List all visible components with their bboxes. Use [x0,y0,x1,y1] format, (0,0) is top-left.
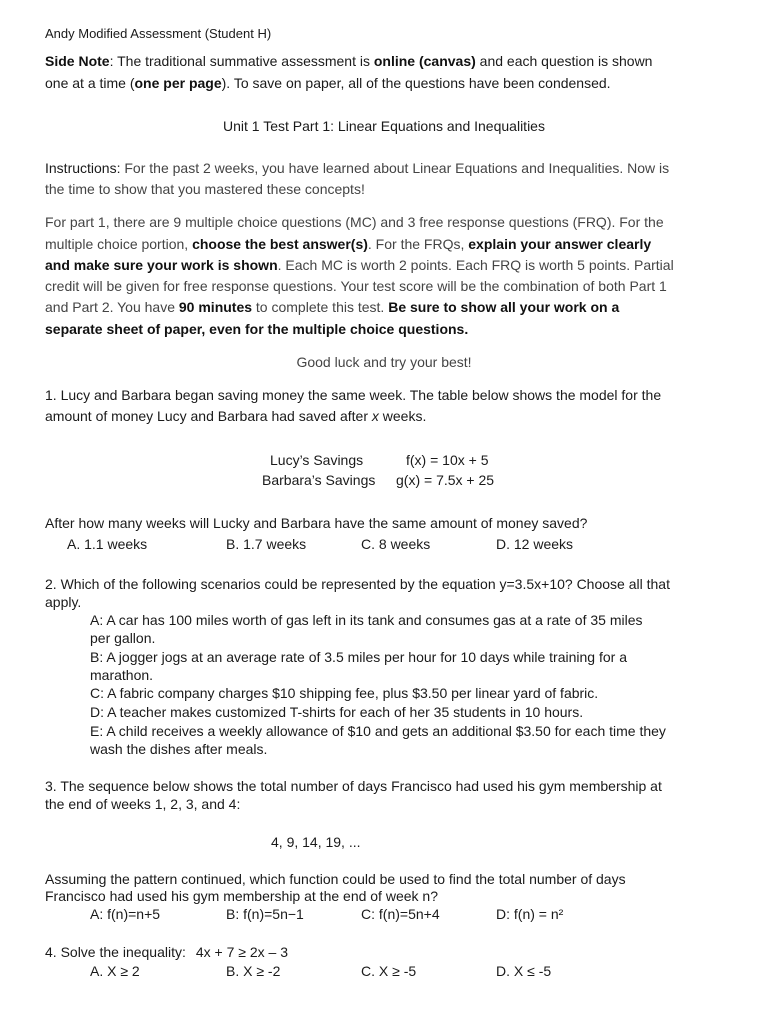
q3-sequence: 4, 9, 14, 19, ... [271,834,361,850]
part1-bold: explain your answer clearly [468,236,652,252]
q1-barbara-label: Barbara’s Savings [262,472,376,488]
q2-option-a-line-1: A: A car has 100 miles worth of gas left in its tank and consumes gas at a rate of 35 miles [90,612,643,628]
part1-bold: 90 minutes [178,299,253,315]
q3-choice-b: B: f(n)=5n−1 [226,906,304,922]
q4-line-1 [45,945,288,959]
part1-text: . For the FRQs, [367,236,469,252]
q4-choice-b: B. X ≥ -2 [226,963,281,979]
side-note-text: ). To save on paper, all of the questions have been condensed. [221,75,611,91]
q1-choice-b: B. 1.7 weeks [226,536,307,552]
side-note-text: and each question is shown [475,53,653,69]
good-luck: Good luck and try your best! [296,354,472,370]
part1-bold: Be sure to show all your work on a [388,299,620,315]
part1-bold: choose the best answer(s) [192,236,368,252]
part1-line-6 [45,322,468,336]
q3-choice-c: C: f(n)=5n+4 [361,906,440,922]
q2-option-d: D: A teacher makes customized T-shirts for each of her 35 students in 10 hours. [90,704,584,720]
side-note-text: : The traditional summative assessment is [109,53,374,69]
q2-line-2: apply. [45,594,82,610]
q4-prompt: 4. Solve the inequality: [45,944,186,960]
q1-barbara-equation: g(x) = 7.5x + 25 [396,472,495,488]
q1-line-1: 1. Lucy and Barbara began saving money the same week. The table below shows the model for the [45,387,662,403]
side-note-online: online (canvas) [373,53,476,69]
part1-line-5 [45,300,619,314]
q1-lucy-equation: f(x) = 10x + 5 [406,452,489,468]
q1-lucy-label: Lucy’s Savings [270,452,364,468]
q4-choice-d: D. X ≤ -5 [496,963,552,979]
q1-choice-c: C. 8 weeks [361,536,431,552]
q1-variable: x [371,408,379,424]
q4-choice-a: A. X ≥ 2 [90,963,140,979]
q3-line-2: the end of weeks 1, 2, 3, and 4: [45,796,241,812]
part1-text: and Part 2. You have [45,299,179,315]
q1-text: weeks. [378,408,427,424]
part1-text: multiple choice portion, [45,236,193,252]
part1-line-3 [45,258,674,272]
part1-text: . Each MC is worth 2 points. Each FRQ is worth 5 points. Partial [277,257,674,273]
side-note-line-2 [45,76,611,90]
side-note-label: Side Note [45,53,110,69]
instructions-line-2: the time to show that you mastered these concepts! [45,181,365,197]
q4-choice-c: C. X ≥ -5 [361,963,417,979]
q2-option-b-line-1: B: A jogger jogs at an average rate of 3.5 miles per hour for 10 days while training for a [90,649,627,665]
instructions-line-1 [45,161,669,175]
q1-text: amount of money Lucy and Barbara had saved after [45,408,372,424]
q3-choice-d: D: f(n) = n² [496,906,564,922]
side-note-text: one at a time ( [45,75,135,91]
q3-line-1: 3. The sequence below shows the total number of days Francisco had used his gym membership at [45,778,662,794]
q1-choice-a: A. 1.1 weeks [67,536,148,552]
q2-option-b-line-2: marathon. [90,667,154,683]
q1-question: After how many weeks will Lucky and Barbara have the same amount of money saved? [45,515,588,531]
q4-inequality: 4x + 7 ≥ 2x – 3 [195,944,289,960]
q3-line-3: Assuming the pattern continued, which function could be used to find the total number of days [45,871,626,887]
q2-option-e-line-1: E: A child receives a weekly allowance of $10 and gets an additional $3.50 for each time they [90,723,666,739]
part1-line-1: For part 1, there are 9 multiple choice questions (MC) and 3 free response questions (FRQ). For the [45,214,664,230]
test-title: Unit 1 Test Part 1: Linear Equations and Inequalities [223,118,545,134]
q3-choice-a: A: f(n)=n+5 [90,906,161,922]
q3-line-4: Francisco had used his gym membership at the end of week n? [45,888,438,904]
part1-line-2 [45,237,651,251]
q2-option-e-line-2: wash the dishes after meals. [90,741,268,757]
instructions-text: For the past 2 weeks, you have learned about Linear Equations and Inequalities. Now is [120,160,670,176]
q2-option-c: C: A fabric company charges $10 shipping fee, plus $3.50 per linear yard of fabric. [90,685,599,701]
q1-choice-d: D. 12 weeks [496,536,574,552]
part1-bold: separate sheet of paper, even for the multiple choice questions. [45,321,469,337]
q1-line-2 [45,409,426,423]
q2-line-1: 2. Which of the following scenarios could be represented by the equation y=3.5x+10? Choose all that [45,576,670,592]
q2-option-a-line-2: per gallon. [90,630,156,646]
instructions-label: Instructions: [45,160,121,176]
part1-line-4: credit will be given for free response questions. Your test score will be the combination of both Part 1 [45,278,667,294]
part1-bold: and make sure your work is shown [45,257,278,273]
part1-text: to complete this test. [252,299,389,315]
side-note-line-1 [45,54,652,68]
side-note-one-per-page: one per page [134,75,222,91]
document-header: Andy Modified Assessment (Student H) [45,26,272,41]
